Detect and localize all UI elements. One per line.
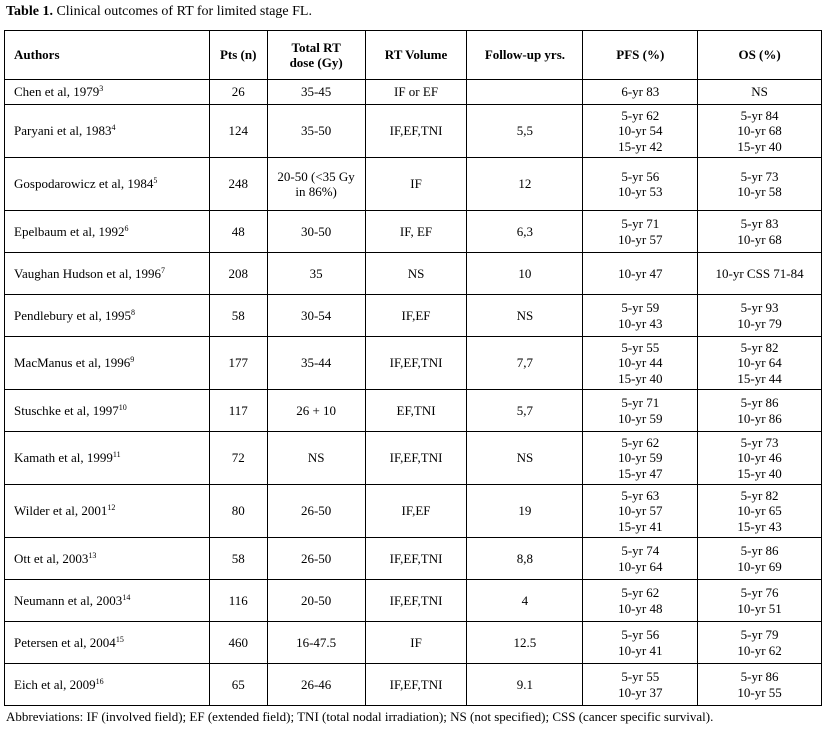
author-name: Eich et al, 2009 [14,676,96,692]
column-header-pfs: PFS (%) [583,31,698,80]
os-cell [698,485,822,538]
dose-cell: 35 [267,253,365,295]
author-name: Epelbaum et al, 1992 [14,223,125,239]
table-caption [6,3,312,21]
pfs-cell [583,253,698,295]
volume-cell: EF,TNI [365,390,467,432]
patients-cell: 80 [209,485,267,538]
patients-cell: 117 [209,390,267,432]
dose-cell: 26 + 10 [267,390,365,432]
os-value: 10-yr 55 [737,684,782,700]
os-value: 10-yr 62 [737,642,782,658]
pfs-value: 5-yr 55 [621,669,660,684]
patients-cell: 65 [209,664,267,706]
pfs-value: 6-yr 83 [621,84,660,100]
table-row [5,664,822,706]
pfs-value: 10-yr 64 [618,558,663,574]
table-row [5,158,822,211]
followup-cell: 19 [467,485,583,538]
volume-cell: IF [365,622,467,664]
dose-cell: 26-50 [267,485,365,538]
author-cell [5,538,210,580]
dose-cell: 35-45 [267,80,365,105]
os-cell [698,211,822,253]
os-cell [698,580,822,622]
patients-cell: 124 [209,105,267,158]
pfs-value: 15-yr 41 [618,518,663,534]
author-cell [5,664,210,706]
pfs-value: 15-yr 40 [618,370,663,386]
followup-cell: 5,7 [467,390,583,432]
author-name: Kamath et al, 1999 [14,450,113,466]
os-cell [698,253,822,295]
author-name: Gospodarowicz et al, 1984 [14,176,154,192]
table-row [5,622,822,664]
os-value: 15-yr 40 [737,138,782,154]
patients-cell: 58 [209,538,267,580]
followup-cell [467,80,583,105]
reference-number: 15 [115,634,124,644]
os-value: 15-yr 44 [737,370,782,386]
patients-cell: 460 [209,622,267,664]
reference-number: 8 [130,307,135,317]
volume-cell: IF,EF,TNI [365,580,467,622]
os-value: 10-yr CSS 71-84 [715,265,804,281]
pfs-cell [583,337,698,390]
os-cell [698,80,822,105]
reference-number: 6 [124,223,129,233]
followup-cell: 7,7 [467,337,583,390]
patients-cell: 116 [209,580,267,622]
patients-cell: 208 [209,253,267,295]
reference-number: 13 [88,550,97,560]
volume-cell: IF,EF [365,485,467,538]
os-value: 5-yr 73 [740,434,779,450]
pfs-cell [583,211,698,253]
os-value: 10-yr 58 [737,184,782,199]
author-name: Pendlebury et al, 1995 [14,307,131,323]
pfs-value: 15-yr 47 [618,465,663,481]
pfs-value: 5-yr 71 [621,395,660,410]
os-value: 10-yr 64 [737,355,782,371]
pfs-cell [583,622,698,664]
pfs-value: 5-yr 74 [621,543,660,558]
pfs-value: 10-yr 37 [618,684,663,700]
pfs-cell [583,158,698,211]
table-row [5,538,822,580]
pfs-value: 10-yr 53 [618,184,663,199]
os-value: 10-yr 68 [737,123,782,139]
os-value: 10-yr 79 [737,315,782,331]
volume-cell: IF,EF,TNI [365,432,467,485]
pfs-value: 15-yr 42 [618,138,663,154]
abbreviations-footnote: Abbreviations: IF (involved field); EF (extended field); TNI (total nodal irradiation); NS (not specified); CSS (cancer specific survival). [6,709,714,724]
reference-number: 10 [118,402,127,412]
os-value: 5-yr 93 [740,300,779,315]
followup-cell: 4 [467,580,583,622]
pfs-value: 5-yr 63 [621,487,660,503]
os-value: 10-yr 86 [737,410,782,426]
pfs-value: 10-yr 44 [618,355,663,371]
pfs-cell [583,664,698,706]
pfs-value: 10-yr 59 [618,410,663,426]
patients-cell: 177 [209,337,267,390]
author-cell [5,295,210,337]
pfs-cell [583,580,698,622]
pfs-cell [583,80,698,105]
pfs-value: 5-yr 56 [621,627,660,642]
os-value: 5-yr 76 [740,585,779,600]
followup-cell: 10 [467,253,583,295]
pfs-cell [583,295,698,337]
patients-cell: 72 [209,432,267,485]
os-value: 10-yr 69 [737,558,782,574]
reference-number: 4 [111,123,116,133]
column-header-followup: Follow-up yrs. [467,31,583,80]
os-cell [698,622,822,664]
pfs-value: 5-yr 56 [621,168,660,184]
volume-cell: IF [365,158,467,211]
reference-number: 14 [122,592,131,602]
dose-cell: 35-44 [267,337,365,390]
table-row [5,105,822,158]
followup-cell: 5,5 [467,105,583,158]
pfs-value: 10-yr 57 [618,503,663,519]
column-header-os: OS (%) [698,31,822,80]
followup-cell: 8,8 [467,538,583,580]
dose-cell: 20-50 (<35 Gy in 86%) [267,158,365,211]
pfs-value: 10-yr 47 [618,265,663,281]
author-name: Ott et al, 2003 [14,550,89,566]
os-value: 10-yr 68 [737,231,782,247]
table-row [5,253,822,295]
author-cell [5,253,210,295]
dose-cell: 26-46 [267,664,365,706]
volume-cell: IF,EF,TNI [365,105,467,158]
table-row [5,432,822,485]
author-name: Neumann et al, 2003 [14,592,123,608]
os-value: 5-yr 82 [740,487,779,503]
pfs-value: 10-yr 57 [618,231,663,247]
dose-cell: 30-54 [267,295,365,337]
caption-text: Clinical outcomes of RT for limited stage FL. [52,4,312,19]
followup-cell: 12.5 [467,622,583,664]
author-cell [5,158,210,211]
patients-cell: 26 [209,80,267,105]
followup-cell: NS [467,432,583,485]
pfs-value: 5-yr 59 [621,300,660,315]
os-value: 10-yr 51 [737,600,782,616]
table-body [5,80,822,706]
dose-cell: 20-50 [267,580,365,622]
os-value: NS [751,84,768,100]
author-cell [5,80,210,105]
pfs-cell [583,538,698,580]
pfs-cell [583,485,698,538]
header-row [5,31,822,80]
patients-cell: 248 [209,158,267,211]
os-cell [698,158,822,211]
volume-cell: IF,EF [365,295,467,337]
pfs-value: 5-yr 62 [621,107,660,123]
table-row [5,80,822,105]
patients-cell: 58 [209,295,267,337]
table-row [5,295,822,337]
table-row [5,390,822,432]
os-cell [698,390,822,432]
pfs-value: 10-yr 43 [618,315,663,331]
caption-label: Table 1. [6,4,53,19]
os-cell [698,664,822,706]
author-cell [5,580,210,622]
pfs-value: 5-yr 71 [621,216,660,231]
dose-cell: NS [267,432,365,485]
pfs-value: 5-yr 62 [621,585,660,600]
followup-cell: 6,3 [467,211,583,253]
author-name: Vaughan Hudson et al, 1996 [14,265,161,281]
os-value: 5-yr 79 [740,627,779,642]
os-value: 15-yr 43 [737,518,782,534]
column-header-dose: Total RT dose (Gy) [267,31,365,80]
pfs-value: 5-yr 55 [621,339,660,355]
volume-cell: IF, EF [365,211,467,253]
author-name: Wilder et al, 2001 [14,503,108,519]
table-row [5,211,822,253]
table-row [5,580,822,622]
os-value: 5-yr 86 [740,543,779,558]
author-cell [5,622,210,664]
followup-cell: 9.1 [467,664,583,706]
reference-number: 7 [160,265,165,275]
author-name: Stuschke et al, 1997 [14,402,119,418]
volume-cell: IF or EF [365,80,467,105]
os-cell [698,432,822,485]
pfs-cell [583,105,698,158]
os-cell [698,538,822,580]
dose-cell: 16-47.5 [267,622,365,664]
author-cell [5,390,210,432]
volume-cell: IF,EF,TNI [365,337,467,390]
os-value: 5-yr 84 [740,107,779,123]
os-value: 5-yr 83 [740,216,779,231]
reference-number: 5 [153,176,158,186]
table-row [5,485,822,538]
pfs-value: 10-yr 59 [618,450,663,466]
reference-number: 11 [112,450,121,460]
author-cell [5,432,210,485]
reference-number: 3 [99,84,104,94]
author-name: Chen et al, 1979 [14,84,100,100]
volume-cell: IF,EF,TNI [365,664,467,706]
os-value: 5-yr 86 [740,669,779,684]
reference-number: 9 [130,355,135,365]
table-row [5,337,822,390]
column-header-pts: Pts (n) [209,31,267,80]
author-cell [5,211,210,253]
pfs-cell [583,432,698,485]
author-cell [5,105,210,158]
author-name: Paryani et al, 1983 [14,123,112,139]
os-value: 5-yr 82 [740,339,779,355]
os-value: 5-yr 73 [740,168,779,184]
author-name: MacManus et al, 1996 [14,355,131,371]
followup-cell: NS [467,295,583,337]
dose-cell: 30-50 [267,211,365,253]
reference-number: 12 [107,503,116,513]
volume-cell: NS [365,253,467,295]
os-cell [698,295,822,337]
column-header-authors: Authors [5,31,210,80]
column-header-volume: RT Volume [365,31,467,80]
volume-cell: IF,EF,TNI [365,538,467,580]
clinical-outcomes-table [4,30,822,706]
os-value: 5-yr 86 [740,395,779,410]
os-value: 15-yr 40 [737,465,782,481]
pfs-value: 10-yr 48 [618,600,663,616]
pfs-value: 10-yr 41 [618,642,663,658]
pfs-value: 5-yr 62 [621,434,660,450]
pfs-cell [583,390,698,432]
os-cell [698,337,822,390]
author-name: Petersen et al, 2004 [14,634,116,650]
os-cell [698,105,822,158]
dose-cell: 35-50 [267,105,365,158]
os-value: 10-yr 65 [737,503,782,519]
reference-number: 16 [95,676,104,686]
followup-cell: 12 [467,158,583,211]
author-cell [5,337,210,390]
pfs-value: 10-yr 54 [618,123,663,139]
patients-cell: 48 [209,211,267,253]
author-cell [5,485,210,538]
dose-cell: 26-50 [267,538,365,580]
os-value: 10-yr 46 [737,450,782,466]
